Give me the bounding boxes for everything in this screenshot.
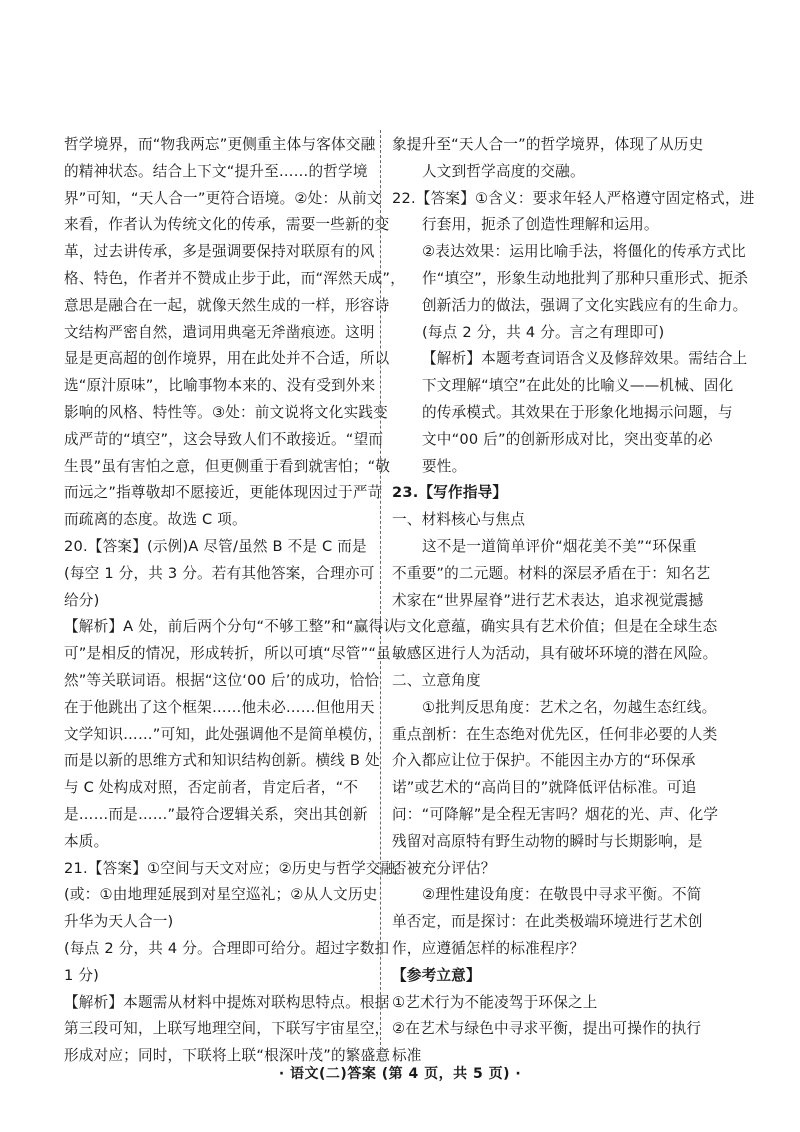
text-line: 20.【答案】(示例)A 尽管/虽然 B 不是 C 而是 [64, 537, 367, 555]
text-line: 界”可知，“天人合一”更符合语境。②处：从前文 [64, 189, 382, 207]
text-line: 意思是融合在一起，就像天然生成的一样，形容诗 [64, 296, 390, 314]
text-line: 问：“可降解”是全程无害吗？烟花的光、声、化学 [392, 805, 719, 823]
text-line: 是……而是……”最符合逻辑关系，突出其创新 [64, 805, 368, 823]
text-line: 【解析】本题考查词语含义及修辞效果。需结合上 [422, 350, 748, 368]
text-line: 【解析】本题需从材料中提炼对联构思特点。根据 [64, 993, 390, 1011]
text-line: 影响的风格、特性等。③处：前文说将文化实践变 [64, 403, 388, 421]
column-divider [380, 130, 381, 1055]
text-line: 创新活力的做法，强调了文化实践应有的生命力。 [422, 296, 748, 314]
text-line: 行套用，扼杀了创造性理解和运用。 [422, 216, 659, 234]
text-line: 形成对应；同时，下联将上联“根深叶茂”的繁盛意 [64, 1047, 391, 1065]
text-line: 第三段可知，上联写地理空间，下联写宇宙星空， [64, 1020, 390, 1038]
text-line: (每点 2 分，共 4 分。合理即可给分。超过字数扣 [64, 939, 390, 957]
text-line: 显是更高超的创作境界，用在此处并不合适，所以 [64, 350, 390, 368]
text-line: 的传承模式。其效果在于形象化地揭示问题，与 [422, 403, 733, 421]
text-line: 作“填空”，形象生动地批判了那种只重形式、扼杀 [422, 269, 749, 287]
right-column [392, 132, 755, 1070]
text-line: 否被充分评估？ [392, 859, 496, 877]
text-line: 二、立意角度 [392, 671, 481, 689]
text-line: 然”等关联词语。根据“这位‘00 后’的成功，恰恰 [64, 671, 380, 689]
text-line: ②理性建设角度：在敬畏中寻求平衡。不简 [422, 886, 702, 904]
text-line: 这不是一道简单评价“烟花美不美”“环保重 [422, 537, 697, 555]
text-line: 成严苛的“填空”，这会导致人们不敢接近。“望而 [64, 430, 384, 448]
text-line: 与文化意蕴，确实具有艺术价值；但是在全球生态 [392, 618, 718, 636]
text-line: 诺”或艺术的“高尚目的”就降低评估标准。可追 [392, 779, 697, 797]
text-line: 文学知识……”可知，此处强调他不是简单模仿， [64, 725, 383, 743]
text-line: 来看，作者认为传统文化的传承，需要一些新的变 [64, 216, 390, 234]
text-line: 本质。 [64, 832, 109, 850]
text-line: (每空 1 分，共 3 分。若有其他答案，合理亦可 [64, 564, 375, 582]
text-line: 象提升至“天人合一”的哲学境界，体现了从历史 [392, 136, 704, 153]
text-line: 残留对高原特有野生动物的瞬时与长期影响，是 [392, 832, 703, 850]
text-line: 下文理解“填空”在此处的比喻义——机械、固化 [422, 377, 734, 395]
text-line: 作，应遵循怎样的标准程序？ [392, 939, 585, 957]
text-line: ②表达效果：运用比喻手法，将僵化的传承方式比 [422, 243, 746, 261]
text-line: ②在艺术与绿色中寻求平衡，提出可操作的执行 [392, 1020, 702, 1038]
text-line: 标准 [392, 1047, 422, 1065]
text-line: 选“原汁原味”，比喻事物本来的、没有受到外来 [64, 377, 376, 395]
text-line: (每点 2 分，共 4 分。言之有理即可) [422, 323, 665, 341]
text-line: 给分) [64, 591, 100, 609]
text-line: 而是以新的思维方式和知识结构创新。横线 B 处 [64, 752, 380, 770]
text-line: 人文到哲学高度的交融。 [422, 162, 585, 180]
text-line: 革，过去讲传承，多是强调要保持对联原有的风 [64, 243, 375, 261]
text-line: 重点剖析：在生态绝对优先区，任何非必要的人类 [392, 725, 718, 743]
text-line: 21.【答案】①空间与天文对应；②历史与哲学交融。 [64, 859, 411, 877]
text-line: 升华为天人合一) [64, 913, 174, 931]
text-line: 单否定，而是探讨：在此类极端环境进行艺术创 [392, 913, 703, 931]
text-line: 格、特色，作者并不赞成止步于此，而“浑然天成”， [64, 269, 405, 287]
text-line: 术家在“世界屋脊”进行艺术表达，追求视觉震撼 [392, 591, 704, 609]
text-line: 22.【答案】①含义：要求年轻人严格遵守固定格式，进 [392, 189, 755, 207]
text-line: 一、材料核心与焦点 [392, 511, 526, 529]
text-line: 哲学境界，而“物我两忘”更侧重主体与客体交融 [64, 136, 376, 153]
text-line: 敏感区进行人为活动，具有破坏环境的潜在风险。 [392, 645, 718, 663]
text-line: 的精神状态。结合上下文“提升至……的哲学境 [64, 162, 368, 180]
text-line: 可”是相反的情况，形成转折，所以可填“尽管”“虽 [64, 645, 391, 663]
text-line: 文中“00 后”的创新形成对比，突出变革的必 [422, 430, 713, 448]
page-footer: · 语文(二)答案 (第 4 页，共 5 页) · [278, 1066, 522, 1082]
text-line: 要性。 [422, 457, 467, 475]
text-line: 【解析】A 处，前后两个分句“不够工整”和“赢得认 [64, 618, 399, 636]
text-line: ①艺术行为不能凌驾于环保之上 [392, 993, 598, 1011]
text-line: 生畏”虽有害怕之意，但更侧重于看到就害怕；“敬 [64, 457, 391, 475]
text-line: 而疏离的态度。故选 C 项。 [64, 511, 247, 529]
text-line: 1 分) [64, 966, 100, 984]
text-line: 【参考立意】 [392, 966, 481, 984]
text-line: 文结构严密自然，遣词用典毫无斧凿痕迹。这明 [64, 323, 375, 341]
text-line: 介入都应让位于保护。不能因主办方的“环保承 [392, 752, 696, 770]
text-line: 不重要”的二元题。材料的深层矛盾在于：知名艺 [392, 564, 711, 582]
text-line: ①批判反思角度：艺术之名，勿越生态红线。 [422, 698, 717, 716]
text-line: 在于他跳出了这个框架……他未必……但他用天 [64, 698, 375, 716]
text-line: 而远之”指尊敬却不愿接近，更能体现因过于严苛 [64, 484, 383, 502]
text-line: 23.【写作指导】 [392, 484, 508, 502]
text-line: 与 C 处构成对照，否定前者，肯定后者，“不 [64, 779, 359, 797]
text-line: (或：①由地理延展到对星空巡礼；②从人文历史 [64, 886, 378, 904]
